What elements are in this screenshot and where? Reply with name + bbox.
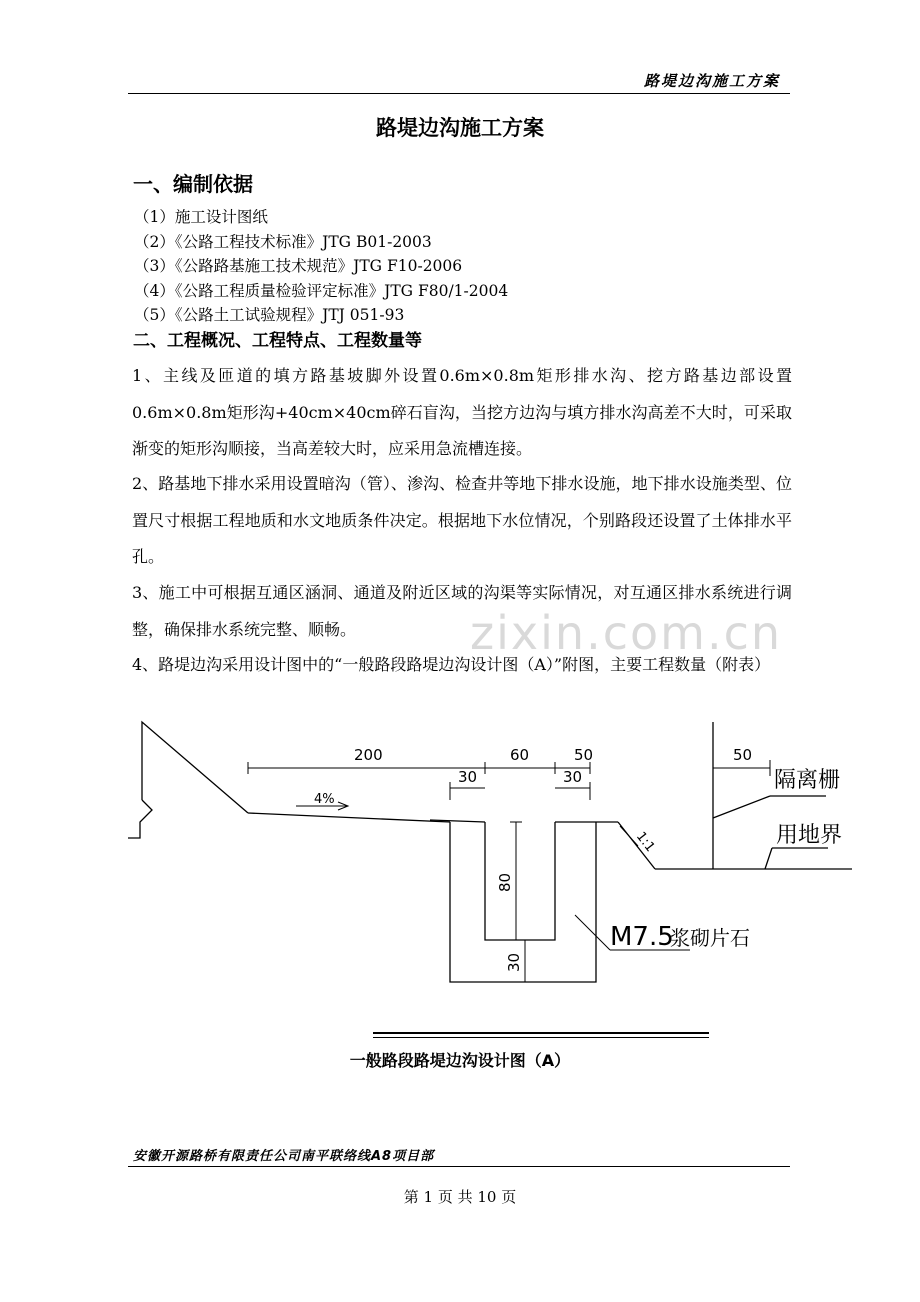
drawing-caption: 一般路段路堤边沟设计图（A） — [349, 1051, 571, 1070]
dim-30-bottom: 30 — [505, 952, 523, 972]
paragraph-2: 2、路基地下排水采用设置暗沟（管）、渗沟、检查井等地下排水设施，地下排水设施类型、位置尺寸根据工程地质和水文地质条件决定。根据地下水位情况，个别路段还设置了土体排水平孔。 — [132, 474, 792, 566]
dim-80: 80 — [496, 872, 514, 892]
footer-rule — [128, 1166, 790, 1167]
fence-label: 隔离栅 — [774, 768, 841, 793]
dim-50-fence: 50 — [733, 746, 753, 764]
slope-ratio: 1:1 — [632, 829, 658, 855]
document-title: 路堤边沟施工方案 — [376, 116, 544, 140]
dim-50-top: 50 — [574, 746, 594, 764]
caption-rule — [373, 1037, 709, 1038]
header-title: 路堤边沟施工方案 — [643, 72, 780, 90]
watermark: zixin.com.cn — [470, 606, 783, 660]
embankment-outline — [128, 722, 450, 838]
dim-30-left: 30 — [458, 768, 478, 786]
reference-item: （5）《公路土工试验规程》JTJ 051-93 — [134, 306, 405, 324]
paragraph-4: 4、路堤边沟采用设计图中的“一般路段路堤边沟设计图（A）”附图，主要工程数量（附表） — [132, 655, 771, 674]
reference-item: （1）施工设计图纸 — [134, 208, 268, 226]
material-label: 浆砌片石 — [670, 926, 750, 950]
material-code: M7.5 — [610, 922, 674, 952]
footer-company: 安徽开源路桥有限责任公司南平联络线A8项目部 — [133, 1149, 435, 1164]
dim-30-right: 30 — [563, 768, 583, 786]
paragraph-1: 1、主线及匝道的填方路基坡脚外设置0.6m×0.8m矩形排水沟、挖方路基边部设置0.6m×0.8m矩形沟+40cm×40cm碎石盲沟，当挖方边沟与填方排水沟高差不大时，可采取渐变的矩形沟顺接，当高差较大时，应采用急流槽连接。 — [132, 366, 792, 458]
section1-heading: 一、编制依据 — [133, 172, 253, 196]
reference-item: （3）《公路路基施工技术规范》JTG F10-2006 — [134, 257, 463, 275]
dim-60: 60 — [510, 746, 530, 764]
slope-4pct: 4% — [314, 792, 335, 807]
caption-rule — [373, 1032, 709, 1034]
page-number: 第 1 页 共 10 页 — [403, 1188, 517, 1206]
boundary-label: 用地界 — [776, 823, 843, 848]
paragraph-3: 3、施工中可根据互通区涵洞、通道及附近区域的沟渠等实际情况，对互通区排水系统进行调整，确保排水系统完整、顺畅。 — [132, 583, 792, 639]
reference-item: （2）《公路工程技术标准》JTG B01-2003 — [134, 232, 432, 251]
reference-item: （4）《公路工程质量检验评定标准》JTG F80/1-2004 — [134, 281, 509, 300]
dim-200: 200 — [354, 746, 383, 764]
section2-heading: 二、工程概况、工程特点、工程数量等 — [133, 331, 422, 351]
